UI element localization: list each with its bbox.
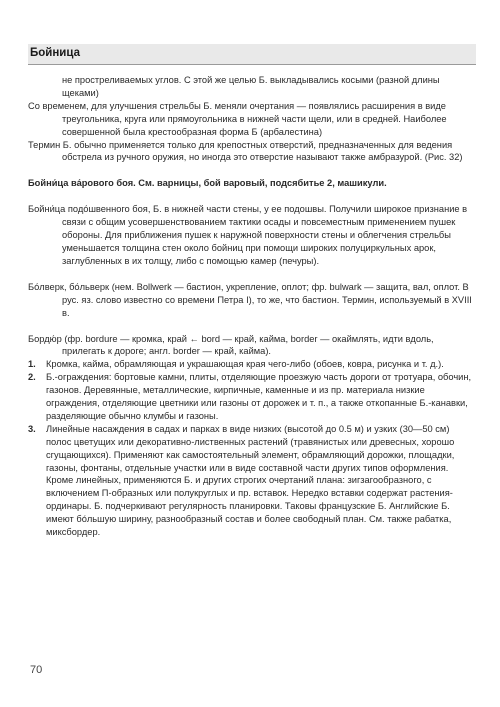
list-number: 3. xyxy=(28,423,36,434)
list-number: 1. xyxy=(28,359,36,370)
page-number: 70 xyxy=(30,664,43,676)
continued-text: не простреливаемых углов. С этой же целью Б. выкладывались косыми (разной длины щеками) xyxy=(62,75,440,98)
list-text: Линейные насаждения в садах и парках в виде низких (высотой до 0.5 м) и узких (30—50 см) полос цветущих или декоративно-лиственных растений (травянистых или древесных, хорошо сгущающихся). Применяют как самостоятельный элемент, обрамляющий дорожки, площадки, газоны, фонтаны, отдельные участки или в виде составной части других типов оформления. Кроме линейных, применяются Б. и других строгих очертаний плана: зигзагообразного, с включением П-образных или полукруглых и пр. вставок. Нередко вставки содержат растения-ординары. Б. подчеркивают регулярность планировки. Таковы французские Б. Английские Б. имеют бóльшую ширину, разнообразный состав и более свободный план. См. также рабатка, миксбордер. xyxy=(46,423,455,538)
dictionary-content xyxy=(28,74,475,539)
list-item xyxy=(28,358,475,371)
entry-bojnica-varovogo-boya: Бойни́ца ва́рового боя. См. варницы, бой варовый, подсябитье 2, машикули. xyxy=(28,178,387,189)
list-item xyxy=(28,371,475,423)
entry-bordyur-senses xyxy=(28,358,475,539)
paragraph: Со временем, для улучшения стрельбы Б. меняли очертания — появлялись расширения в виде треугольника, круга или прямоугольника в нижней части щели, или в средней. Наиболее совершенной была крестообразная форма Б (арбалестина) xyxy=(28,100,447,137)
entry-bojnica-podoshvennogo-boya: Бойни́ца подо́швенного боя, Б. в нижней части стены, у ее подошвы. Получили широкое признание в связи с общим усовершенствованием тактики осады и повсеместным применением пушек обороны. Для приближения пушек к наружной поверхности стены и облегчения стрельбы уменьшается толщина стен около бойниц при помощи широких полуциркульных арок, заглубленных в их толщу, либо с помощью камер (печуры). xyxy=(28,204,468,266)
paragraph: Термин Б. обычно применяется только для крепостных отверстий, предназначенных для ведения обстрела из ручного оружия, но иногда это отверстие называют также амбразурой. (Рис. 32) xyxy=(28,139,463,163)
list-text: Б.-ограждения: бортовые камни, плиты, отделяющие проезжую часть дороги от тротуара, обочин, газонов. Деревянные, металлические, кирпичные, каменные и из пр. материала низкие ограждения, отделяющие цветники или газоны от дорожек и т. п., а также откопанные Б.-канавки, разделяющие обычно клумбы и газоны. xyxy=(46,372,472,421)
header-rule xyxy=(28,64,476,65)
list-item xyxy=(28,423,475,539)
list-number: 2. xyxy=(28,372,36,383)
list-text: Кромка, кайма, обрамляющая и украшающая края чего-либо (обоев, ковра, рисунка и т. д.). xyxy=(46,359,444,370)
entry-bolverk: Бо́лверк, бо́льверк (нем. Bollwerk — бастион, укрепление, оплот; фр. bulwark — защита, вал, оплот. В рус. яз. слово известно со времени Петра I), то же, что бастион. Термин, используемый в XVIII в. xyxy=(28,281,472,318)
running-header-bar xyxy=(28,44,476,64)
entry-bordyur-intro: Бордю́р (фр. bordure — кромка, край ← bord — край, кайма, border — окаймлять, идти вдоль, прилегать к дороге; англ. border — край, кайма). xyxy=(28,333,434,357)
running-header-title: Бойница xyxy=(30,47,80,59)
